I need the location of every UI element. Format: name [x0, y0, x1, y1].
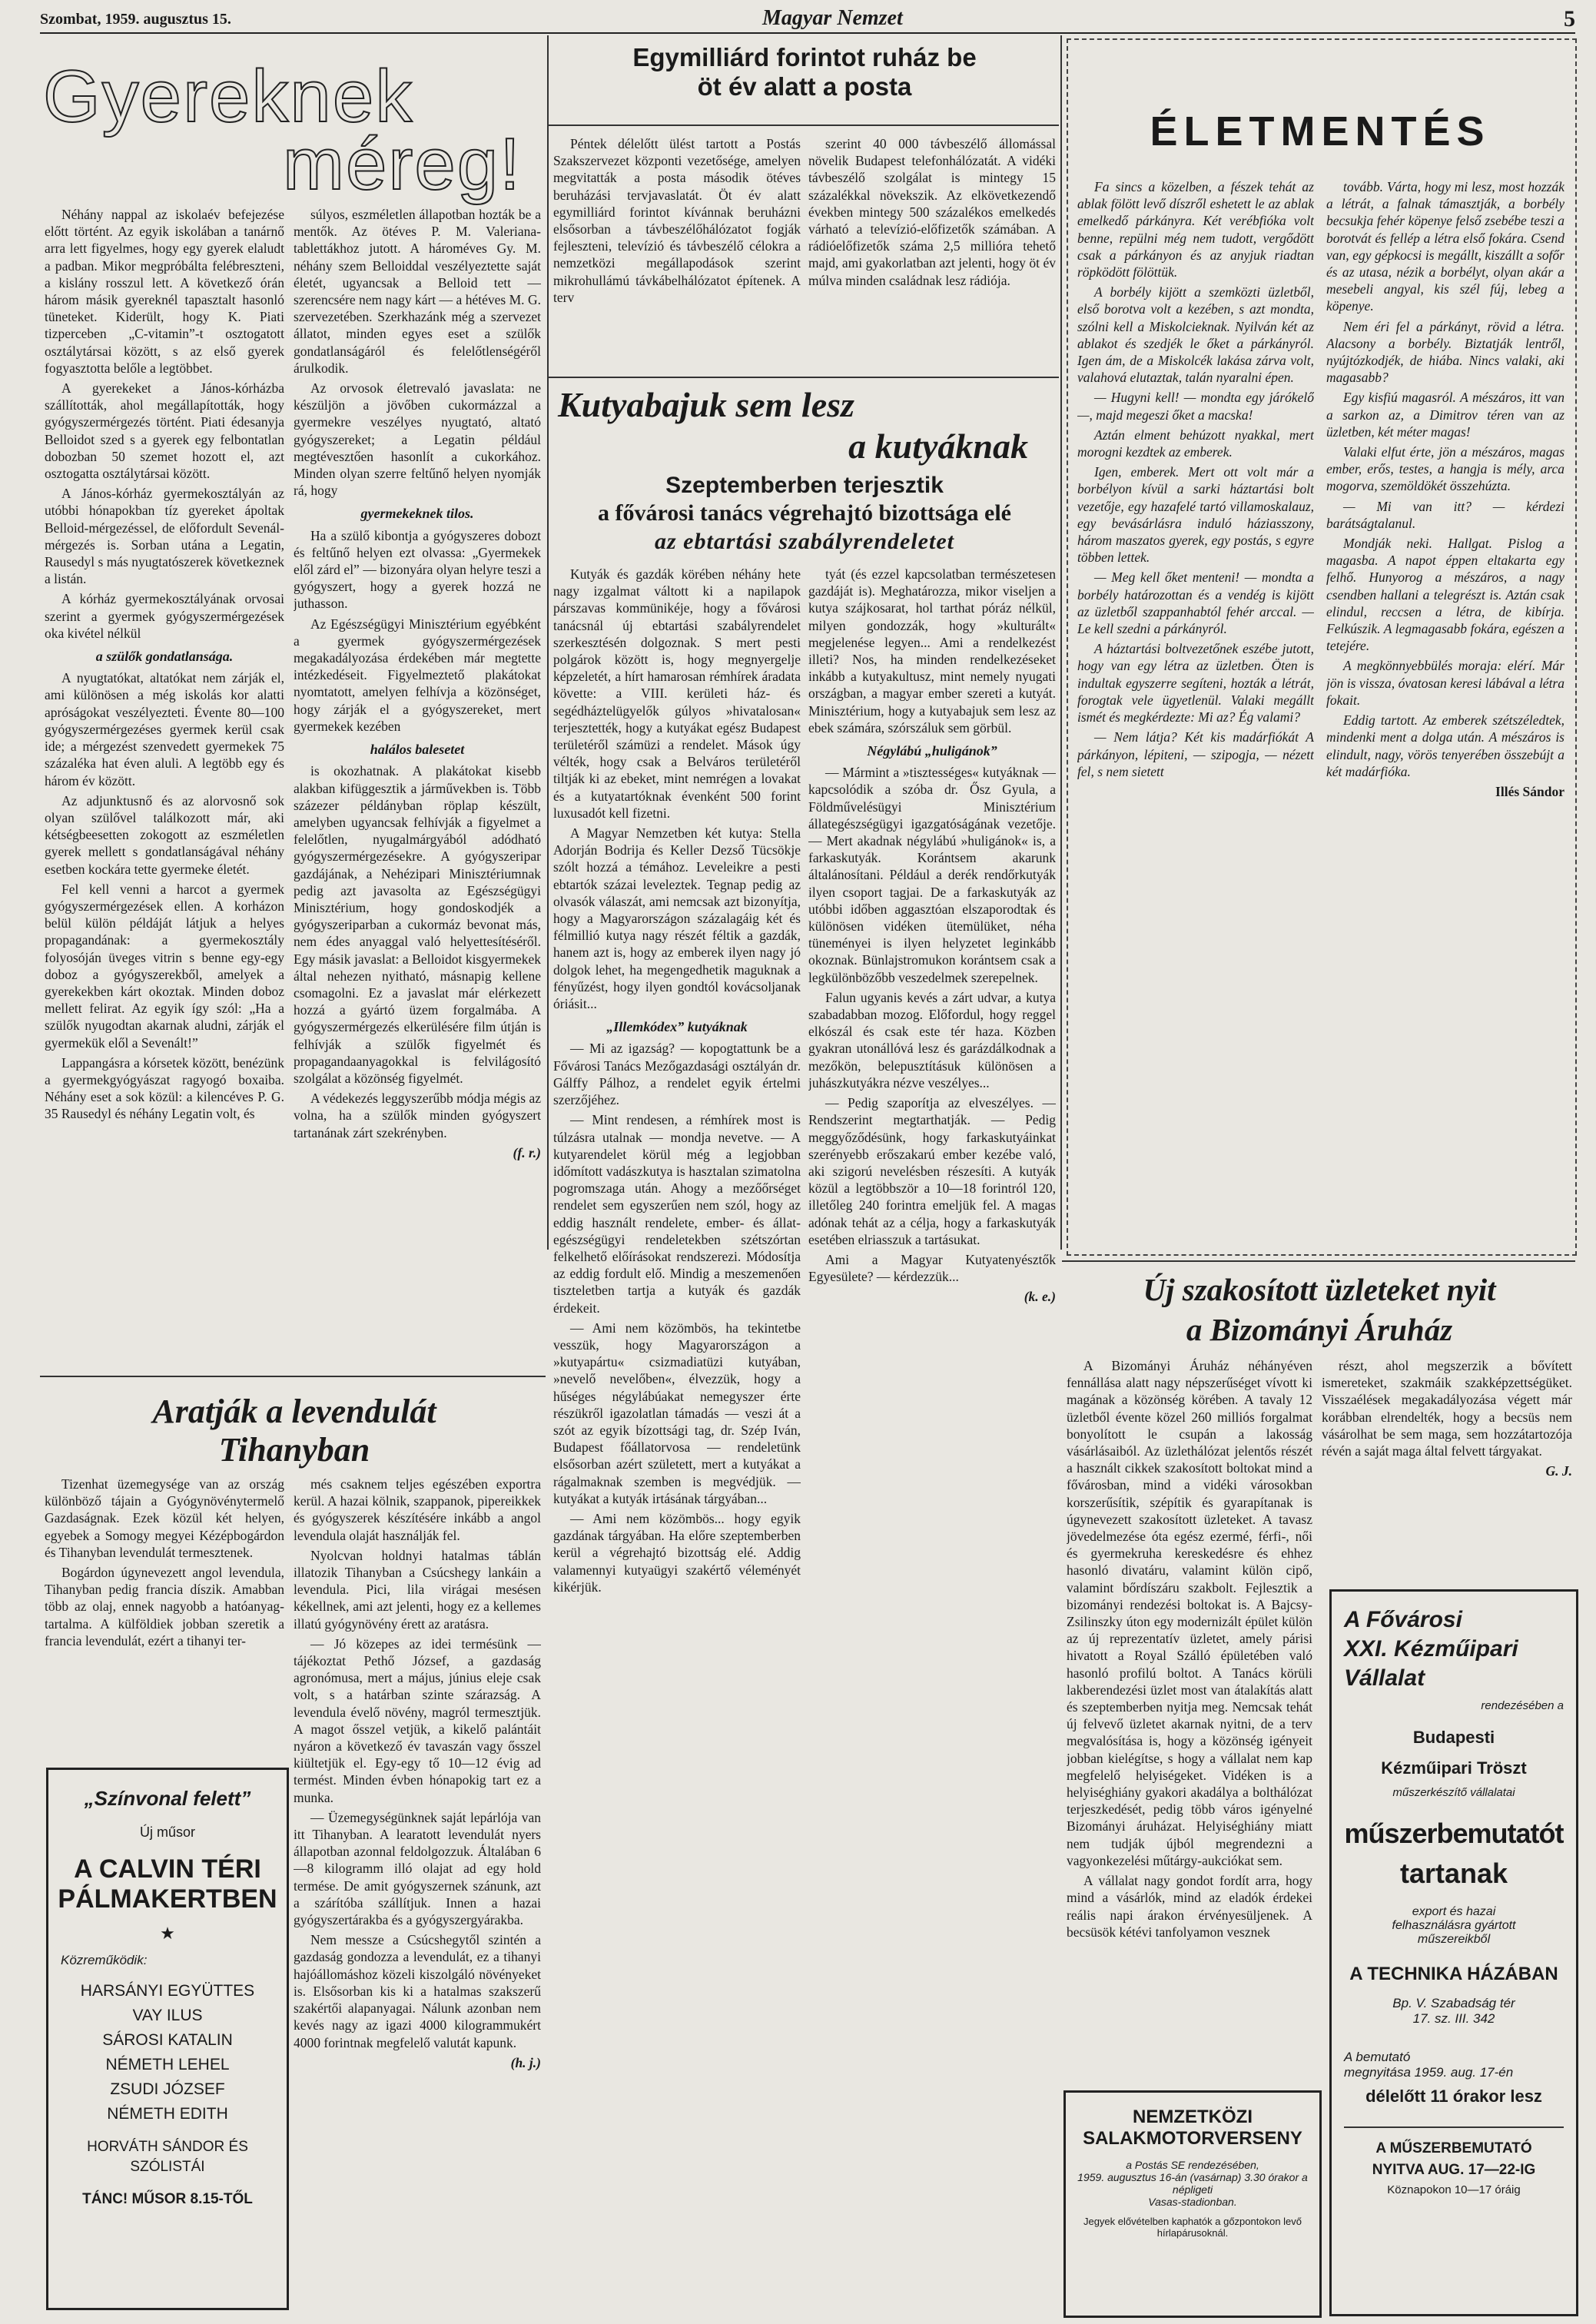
- paragraph: — Hugyni kell! — mondta egy járókelő —, majd megeszi őket a macska!: [1077, 390, 1314, 423]
- paragraph: A vállalat nagy gondot fordít arra, hogy mind a vásárlók, mind az eladók érdekei reális napi árakon érvényesüljenek. A becsüsök kétévi tanfolyamon vesznek: [1067, 1873, 1312, 1940]
- paragraph: — Ami nem közömbös, ha tekintetbe vesszük, hogy Magyarországon a »kutyapártu« csizmadiatüzi kutyában, »nevelő nevelőben«, élvezzük, hogy a hűséges négylábúakat nemegyszer érte részükről igazolatlan támadás — veszi át a szót az egyik bízottsági tag, dr. Szép Iván, Budapest főállatorvosa — rendeletünk elsősorban azért született, mert a kutyákat a rágalmaknak szemben is megvédjük. — kutyákat a kutyák irtásának tárgyában...: [553, 1320, 801, 1506]
- paragraph: A Bizományi Áruház néhányéven fennállása alatt nagy népszerűséget vívott ki magának a közönség körében. A tavaly 12 üzletből évente közel 260 milliós forgalmat bonyolított le csupán a lakosság vásárlásaiból. Az üzlethálózat jelentős részét a használt cikkek szakosított boltokat mind a fővárosban, mind a vidéki városokban korszerűsítik, szépítik és gyarapítanak is úgynevezett szakosított üzleteket. A tavasz jövedelmezése óta egész ezermé, férfi-, női és gyermekruha kereskedésre és ehhez hasonló divatáru, valamint külön cipő, valamint bőrdíszáru szakbolt. Fejlesztik a bizományi rendezési boltokat is. A Bajcsy-Zsilinszky úton egy modernizált épület külön az új reprezentatív üzletet, amely párisi hivatott a Royal Szálló épületében való hasonló profilú boltot. A Tanács körüli lakberendezési üzlet most van átalakítás alatt és szeptemberben nyitja meg. Nemcsak tehát új felvevő üzletet akarnak nyitni, de a terv megvalósítása is, hogy a közönség igényeit jobban kielégítse, s hogy a vállalat nem kap megfelelő helyiségeket. Vidéken is a helyiséghiány gyakori akadálya a bolthálózat terjeszkedését, pedig több város igényelné Bizományi áruházat. Helyiséghiány miatt nem tudják újból megrendezni a vagyonkezelési műtárgy-aukciókat sem.: [1067, 1358, 1312, 1868]
- section-rule: [549, 377, 1059, 378]
- ad-line: A MŰSZERBEMUTATÓ: [1375, 2140, 1532, 2156]
- ad-line: A TECHNIKA HÁZÁBAN: [1349, 1964, 1558, 1984]
- page-number: 5: [1564, 6, 1575, 32]
- ad-cast-label: Közreműködik:: [61, 1953, 148, 1967]
- ad-cast-member: HARSÁNYI EGYÜTTES: [80, 1982, 255, 2000]
- ad-line: műszerbemutatót: [1344, 1818, 1564, 1849]
- ad-cast-member: SÁROSI KATALIN: [102, 2031, 233, 2049]
- eletmentes-column-2: [1326, 178, 1564, 1247]
- paragraph: Nem éri fel a párkányt, rövid a létra. Alacsony a borbély. Biztatják lentről, nyújtózkodjék, de hiába. Nincs valaki, aki magasabb?: [1326, 318, 1564, 386]
- section-rule: [40, 1376, 546, 1377]
- headline-line-2: a Bizományi Áruház: [1186, 1312, 1453, 1347]
- paragraph: Valaki elfut érte, jön a mészáros, magas ember, erős, testes, a hangja is mély, arca mogorva, szemöldökét összehúzta.: [1326, 444, 1564, 494]
- paragraph: A háztartási boltvezetőnek eszébe jutott, hogy van egy létra az üzletben. Öten is indultak egyszerre segíteni, hozták a létrát, forogtak vele ügyetlenül. Valaki megállt ismét és megkérdezte: Mi az? Ég valami?: [1077, 641, 1314, 725]
- ad-kezmuipari-vallalat: [1329, 1589, 1578, 2316]
- ad-line: megnyitása 1959. aug. 17-én: [1344, 2065, 1514, 2080]
- paragraph: — Nem látja? Két kis madárfiókát A párkányon, lépiteni, — szipogja, — nézett fel, s nem sietett: [1077, 729, 1314, 779]
- eletmentes-headline: ÉLETMENTÉS: [1150, 108, 1491, 154]
- ad-line: A bemutató: [1344, 2050, 1411, 2064]
- deck-line-2: a fővárosi tanács végrehajtó bizottsága elé: [598, 500, 1011, 526]
- ad-line: A Fővárosi: [1344, 1607, 1462, 1632]
- headline-line-2: Tihanyban: [218, 1431, 370, 1469]
- ad-cast-member: HORVÁTH SÁNDOR ÉS SZÓLISTÁI: [87, 2139, 248, 2175]
- deck-line-1: Szeptemberben terjesztik: [665, 473, 944, 498]
- paragraph: Az orvosok életrevaló javaslata: ne készüljön a jövőben cukormázzal a gyermekre veszélyes nyugtató, altató gyógyszereket; a Legatin például megtévesztően hasonlít a cukorkához. Minden olyan szerre feltűnő helyen nyomják rá, hogy: [294, 380, 541, 499]
- paragraph: Tizenhat üzemegysége van az ország különböző tájain a Gyógynövénytermelő Gazdaságnak. Ezek közül két helyen, egyebek a Somogy megyei Kézépbogárdon és Tihanyban levendulát termesztenek.: [45, 1476, 284, 1560]
- paragraph: — Mi az igazság? — kopogtattunk be a Fővárosi Tanács Mezőgazdasági osztályán dr. Gálffy Pálhoz, a rendelet egyik értelmi szerzőjéhez.: [553, 1041, 801, 1108]
- ad-line: délelőtt 11 órakor lesz: [1365, 2087, 1542, 2106]
- paragraph: A János-kórház gyermekosztályán az utóbbi hónapokban tíz gyereket ápoltak Belloid-mérgezéssel, de előfordult Sevenál-mérgezés is. Sorban utána a Legatin, Rausedyl s más nyugtatószerek következnek a listán.: [45, 486, 284, 587]
- gyereknek-column-2: [294, 206, 541, 1359]
- issue-date: Szombat, 1959. augusztus 15.: [40, 11, 231, 28]
- ad-footer: TÁNC! MŰSOR 8.15-TŐL: [82, 2191, 253, 2207]
- headline-line-1: Kutyabajuk sem lesz: [558, 385, 854, 424]
- ad-text: a Postás SE rendezésében,: [1126, 2159, 1259, 2171]
- paragraph: Igen, emberek. Mert ott volt már a borbélyon kívül a sarki háztartási bolt vezetője, egy hazafelé tartó villamoskalauz, egy bevásárlásra induló háziasszony, három maszatos gyerek, egy postás, s egyre többen lettek.: [1077, 464, 1314, 566]
- paragraph: tyát (és ezzel kapcsolatban természetesen gazdáját is). Meghatározza, mikor viseljen a kutya szájkosarat, hol tarthat póráz nélkül, milyen gondozzák, hogy »kulturált« megjelenése legyen... Ami a rendelkezést illeti? Nos, ha minden rendelkezéseket inkább a kutyakultusz, mint nemely nyugati országban, a magyar ember szereti a kutyát. Minisztérium, hogy a kutyabajuk sem lesz az ebek számára, szórszáluk sem görbül.: [808, 566, 1056, 735]
- paragraph: — Mint rendesen, a rémhírek most is túlzásra utalnak — mondja nevetve. — A kutyarendelet körül még a legjobban időmított vadászkutya is hasztalan szimatolna pogromszaga után. Ahogy a mezőőrséget rendelet sem egyszerűen nem szól, hogy az eddig használt rendelete, ember- és állat-egészségügyi rendeletekben szétszórtan felkelhető előírásokat rendszerezi. Módosítja az eddig fordult elő. Mindig a meszemenően tiszteletben tartja a kutyák és gazdák érdekeit.: [553, 1112, 801, 1316]
- ad-program: Új műsor: [139, 1824, 195, 1840]
- gyereknek-column-1: [45, 206, 284, 1343]
- bizomanyi-headline: [1063, 1270, 1575, 1350]
- paragraph: szerint 40 000 távbeszélő állomással növelik Budapest telefonhálózatát. A vidéki távbeszélő szolgálat is mintegy 15 százalékkal növekszik. Az elkövetkezendő években mintegy 500 százalékos emelkedés várható a televízió-előfizetők számában. A rádióelőfizetők száma 2,5 millióra tehető majd, ami gyakorlatban azt jelenti, hogy öt év múlva minden családnak lesz rádiója.: [808, 136, 1056, 288]
- signature: (h. j.): [510, 2054, 541, 2070]
- section-rule: [1062, 1260, 1575, 1262]
- headline-part-2: méreg!: [283, 123, 522, 205]
- paragraph: Nyolcvan holdnyi hatalmas táblán illatozik Tihanyban a Csúcshegy lankáin a levendula. Pici, lila virágai mesésen kékellnek, ami azt jelenti, hogy ez a kellemes illatú gyógynövény érett az aratásra.: [294, 1547, 541, 1632]
- headline-line-2: öt év alatt a posta: [697, 72, 912, 101]
- headline-part-1: Gyereknek: [43, 55, 414, 138]
- paragraph: Bogárdon úgynevezett angol levendula, Tihanyban pedig francia díszik. Amabban több az olaj, ennek nagyobb a hatóanyag-tartalma. A külföldiek jobban szeretik a francia levendulát, ezért a tihanyi ter-: [45, 1565, 284, 1648]
- ad-line: export és hazai: [1412, 1905, 1496, 1918]
- paragraph: — Ami nem közömbös... hogy egyik gazdának tárgyában. Ha előre szeptemberben kerül a végrehajtó bizottság elé. Addig valamennyi kutyaügyi szakértő véleményét kikérjük.: [553, 1510, 801, 1595]
- subheading: „Illemkódex” kutyáknak: [606, 1019, 748, 1035]
- paragraph: — Mi van itt? — kérdezi barátságtalanul.: [1326, 498, 1564, 531]
- ad-line: Vállalat: [1344, 1665, 1425, 1691]
- paragraph: A megkönnyebbülés moraja: elérí. Már jön is vissza, óvatosan keresi lábával a létra fokait.: [1326, 658, 1564, 708]
- headline-line-2: a kutyáknak: [848, 427, 1028, 466]
- egymilliard-headline: [550, 43, 1059, 101]
- ad-text: 1959. augusztus 16-án (vasárnap) 3.30 órakor a népligeti: [1077, 2171, 1308, 2196]
- paragraph: is okozhatnak. A plakátokat kisebb alakban kifüggesztik a járművekben is. Több százezer példányban röplap készült, amelyben ugyancsak felhívják a figyelmet a felelőtlen, nyugalmárgyából adódható gyógyszermérgezésekre. A gyógyszeripar gazdájának, a Nehézipari Minisztériumnak pedig azt javasolta az Egészségügyi Minisztérium, hogy gondoskodjék a gyógyszeriparban a cukormáz bevonat más, nem édes anyaggal való helyettesítéséről. Egy másik javaslat: a Belloidot kisgyermekek által nehezen nyitható, másnapig kellene csomagolni. Ez a javaslat már elérkezett hozzá a gyártó üzem forgalmába. A gyógyszermérgezés elkerülésére film útján is felhívják a szülők figyelmét és propagandaanyagokkal is felvilágosító szolgálat a közönség figyelmét.: [294, 763, 541, 1086]
- kutyabajuk-column-2: [808, 566, 1056, 2310]
- ad-line: rendezésében a: [1481, 1699, 1564, 1712]
- aratjak-column-2: [294, 1476, 541, 2313]
- ad-salakmotorverseny: [1063, 2090, 1322, 2318]
- aratjak-headline: [45, 1393, 544, 1469]
- ad-cast-member: NÉMETH LEHEL: [105, 2056, 230, 2073]
- paragraph: més csaknem teljes egészében exportra kerül. A hazai kölnik, szappanok, pipereikkek és gyógyszerek készítésére inkább a angol levendula olaját használják fel.: [294, 1476, 541, 1543]
- kutyabajuk-deck: [550, 472, 1059, 556]
- subheading: a szülők gondatlansága.: [95, 649, 234, 665]
- ad-title-line-2: SALAKMOTORVERSENY: [1083, 2128, 1302, 2149]
- paragraph: A kórház gyermekosztályának orvosai szerint a gyermek gyógyszermérgezések oka kivétel nélkül: [45, 591, 284, 641]
- eletmentes-column-1: [1077, 178, 1314, 1247]
- egymilliard-column-2: [808, 135, 1056, 366]
- page-header: [40, 6, 1575, 34]
- column-rule: [1060, 35, 1062, 1250]
- paragraph: A nyugtatókat, altatókat nem zárják el, ami különösen a még iskolás kor alatti apróságokat veszélyezteti. Évente 80—100 gyógyszermérgezéses gyermek kerül csak ide; a mérgezést szenvedett gyermekek 75 százaléka hat éven aluli. A legtöbb egy és három év között.: [45, 670, 284, 788]
- paragraph: súlyos, eszméletlen állapotban hozták be a mentők. Az ötéves P. M. Valeriana-tablettákhoz jutott. A hároméves Gy. M. néhány szem Belloiddal veszélyeztette saját életét, ugyancsak a Belloid tett — szerencsére nem nagy kárt — a hétéves M. G. szervezetében. Szerkhazánk még a szervezet állatot, minden egyes eset a szülők gondatlanságáról és felelőtlenségéről árulkodik.: [294, 207, 541, 376]
- gyereknek-headline: [43, 55, 543, 205]
- paragraph: Nem messze a Csúcshegytől szintén a gazdaság gondozza a levendulát, ez a tihanyi hajóállomáshoz közeli kiszolgáló növényeket is. Elsősorban kis ki a hatalmas szakszerű szakértői alapanyagai. Nálunk azonban nem kevés nagy az igazi 4000 kilogrammukért 4000 forintnak megfelelő valutát kapunk.: [294, 1932, 541, 2050]
- ad-line: XXI. Kézműipari: [1344, 1636, 1518, 1662]
- ad-line: műszerkészítő vállalatai: [1392, 1786, 1515, 1799]
- paragraph: Fel kell venni a harcot a gyermek gyógyszermérgezések ellen. A korházon belül külön példáját látjuk a helyes propagandának: a gyermekosztály folyosóján üveges vitrin s benne egy-egy doboz a gyógyszerekből, amelyek a gyerekekben kárt okoztak. Minden doboz mellett felirat. Az egyik így szól: „Ha a szülők nyugodtan akarnak aludni, zárják el gyermekük elől a Sevenált!”: [45, 881, 284, 1051]
- ad-line: 17. sz. III. 342: [1412, 2011, 1495, 2026]
- paragraph: Lappangásra a kórsetek között, benézünk a gyermekgyógyászat ragyogó boxaiba. Néhány eset a sok közül: a kilencéves P. G. 35 Rausedyl és néhány Legatin volt, és: [45, 1054, 284, 1122]
- paragraph: Ami a Magyar Kutyatenyésztők Egyesülete? — kérdezzük...: [808, 1251, 1056, 1285]
- ad-calvin-ter-palmakert: [46, 1768, 289, 2310]
- ad-line: felhasználásra gyártott: [1392, 1919, 1516, 1932]
- ad-cast-member: VAY ILUS: [132, 2007, 203, 2024]
- paragraph: Fa sincs a közelben, a fészek tehát az ablak fölött levő díszről eshetett le az ablak emelkedő párkányra. Két verébfióka volt benne, repülni még nem tudott, vergődött csak a párkányon és az anyjuk riadtan röpködött fölöttük.: [1077, 179, 1314, 281]
- paragraph: — Jó közepes az idei termésünk — tájékoztat Pethő József, a gazdaság agronómusa, mert a május, június eleje csak volt, s a határban szinte szárazság. A levendula évelő növény, magról termesztjük. A magot ősszel vetjük, a kikelő palántáit nyáron a következő év tavaszán vagy ősszel kiültetjük el. Egy-egy tő 10—12 évig ad termést. Minden évben hónapokig tart ez a munka.: [294, 1635, 541, 1805]
- paragraph: A gyerekeket a János-kórházba szállították, ahol megállapították, hogy gyógyszermérgezés történt. Piati édesanyja Belloidot szed s a gyerek egy felbontatlan dobozban 50 szemet hozott el, azt osztogatta osztálytársai között.: [45, 380, 284, 482]
- signature: (f. r.): [513, 1144, 541, 1160]
- paragraph: A Magyar Nemzetben két kutya: Stella Adorján Bodrija és Keller Dezső Tücsökje szólt hozzá a témához. Leveleikre a pesti ebtartók százai leveleztek. Tegnap pedig az olvasók válaszát, ami nemcsak azt bizonyítja, hogy a Magyarországon százalagáig két és félmillió kutya nagy részét féltik a gazdák, hanem azt is, hogy az emberek ilyen nagy jó dolgok lehet, ha megengedhetik maguknak a fényűzést, hogy ilyen gondtól kovácsoljanak óriásit...: [553, 825, 801, 1012]
- paragraph: Aztán elment behúzott nyakkal, mert morogni kezdtek az emberek.: [1077, 427, 1314, 460]
- ad-line: Kézműipari Tröszt: [1381, 1758, 1527, 1778]
- ad-line: műszereikből: [1417, 1933, 1491, 1946]
- paragraph: — Pedig szaporítja az elveszélyes. — Rendszerint megtarthatják. — Pedig meggyőződésünk, hogy farkaskutyáinkat szerényebb erőszakarú ember kezébe való, aki szigorú nevelésben részesíti. A kutyák közül a legtöbbször a 10—18 forintról 120, illetőleg 240 forintra emeljük fel. A magas adónak tehát az a célja, hogy a farkaskutyák esetében elriasszuk a tartásukat.: [808, 1095, 1056, 1247]
- ad-cast-member: ZSUDI JÓZSEF: [110, 2080, 225, 2098]
- paragraph: — Meg kell őket menteni! — mondta a borbély határozottan és a vendég is kijött az üzletből szappanhabtól fehér arccal. — Le kell szedni a párkányról.: [1077, 569, 1314, 637]
- headline-line-1: Aratják a levendulát: [152, 1393, 436, 1430]
- paragraph: Eddig tartott. Az emberek szétszéledtek, mindenki ment a dolga után. A mészáros is elindult, nagy, vörös tenyerében összebújt a két madárfióka.: [1326, 712, 1564, 779]
- bizomanyi-column-2: [1322, 1357, 1572, 1588]
- signature: Illés Sándor: [1495, 783, 1564, 799]
- paragraph: Az Egészségügyi Minisztérium egyébként a gyermek gyógyszermérgezések megakadályozása érdekében már megtette intézkedéseit. Figyelmeztető plakátokat nyomtatott, amelyen felhívja a közönséget, hogy zárják el a gyógyszereket, mert gyermekek kezében: [294, 616, 541, 734]
- deck-line-3: az ebtartási szabályrendeletet: [655, 529, 954, 554]
- ad-title-line-1: NEMZETKÖZI: [1133, 2107, 1253, 2127]
- paragraph: — Üzemegységünknek saját lepárlója van itt Tihanyban. A learatott levendulát nyers állapotban azonnal feldolgozzuk. Általában 6—8 kilogramm illó olajat ad egy hold termése. De amit gyógyszernek szánunk, azt a szárítóba szállítjuk. Innen a hazai gyógyszertárakba és a gyógyszergyárakba.: [294, 1809, 541, 1928]
- paragraph: tovább. Várta, hogy mi lesz, most hozzák a létrát, a falnak támasztják, a borbély becsukja fehér köpenye felső zsebébe teszi a borotvát és fellép a létra első fokára. Csend van, egy gépkocsi is megállt, kiszállt a sofőr és az utasa, nézik a borbélyt, olyan akár a mesebeli angyal, kis szél fúj, lebeg a köpenye.: [1326, 179, 1564, 314]
- ad-line: NYITVA AUG. 17—22-IG: [1372, 2162, 1536, 2178]
- kutyabajuk-column-1: [553, 566, 801, 2310]
- subheading: halálos balesetet: [370, 742, 465, 758]
- signature: (k. e.): [1024, 1289, 1056, 1305]
- paragraph: Falun ugyanis kevés a zárt udvar, a kutya szabadabban mozog. Előfordul, hogy reggel elkószál és csak este tér haza. Közben gyakran utonállóvá lesz és garázdálkodnak a mezőkön, belepusztításuk különösen a juhászkutyákra nézve veszélyes...: [808, 989, 1056, 1091]
- column-rule: [547, 35, 549, 1250]
- paragraph: Az adjunktusnő és az alorvosnő sok olyan szülővel találkozott már, aki kétségbeesetten zokogott az eszméletlen gyerek mellett s gondatlanságával néhány esetben kockára tette gyermeke életét.: [45, 792, 284, 877]
- headline-line-1: Új szakosított üzleteket nyit: [1143, 1272, 1496, 1307]
- ad-venue-line-1: A CALVIN TÉRI: [74, 1854, 261, 1884]
- paragraph: — Mármint a »tisztességes« kutyáknak — kapcsolódik a szóba dr. Ősz Gyula, a Földművelésügyi Minisztérium állategészségügyi igazgatóságának vezetője. — Mert akadnak négylábú »huligánok« is, a farkaskutyák. Korántsem akarunk általánosítani. Például a derék rendőrkutyák ilyen csoport tagjai. De a farkaskutyák az utóbbi időben aggasztóan elszaporodtak és különösen vidéken ütemülüket, néha tüneményei is ilyen helyzetet leginkább okoznak. Bünlajstromukon korántsem csak a legkülönbözőbb veszedelmek szerepelnek.: [808, 765, 1056, 985]
- paragraph: Ha a szülő kibontja a gyógyszeres dobozt és feltűnő helyen ezt olvassa: „Gyermekek elől zárd el” — bizonyára olyan helyre teszi a gyógyszert, hogy a gyerek hozzá ne juthasson.: [294, 527, 541, 612]
- star-icon: ★: [160, 1924, 175, 1943]
- ad-line: Bp. V. Szabadság tér: [1392, 1996, 1515, 2010]
- ad-text: Jegyek elővételben kaphatók a gőzpontokon levő hírlapárusoknál.: [1083, 2216, 1302, 2239]
- masthead: Magyar Nemzet: [762, 6, 903, 30]
- ad-cast-member: NÉMETH EDITH: [107, 2105, 228, 2123]
- paragraph: Néhány nappal az iskolaév befejezése előtt történt. Az egyik iskolában a tanárnő arra lett figyelmes, hogy egy gyerek elaludt a padban. Mikor megpróbálta felébreszteni, a kislány rosszul lett. A következő órán három másik gyereknél tapasztalt hasonló tüneteket. Kiderült, hogy K. Piati tizperceben „C-vitamin”-t osztogatott osztálytársai között, s az első gyerek fogyasztotta belőle a legtöbbet.: [45, 207, 284, 376]
- paragraph: részt, ahol megszerzik a bővített ismereteket, szakmáik szakképzettségüket. Visszaélések megakadályozása végett már korábban elrendelték, hogy a becsüs nem vásárolhat be sem maga, sem hozzátartozója révén a saját maga által felvett tárgyakat.: [1322, 1358, 1572, 1459]
- paragraph: Egy kisfiú magasról. A mészáros, itt van a sarkon az, a Dimitrov téren van az üzletben, két méter magas!: [1326, 390, 1564, 440]
- section-rule: [549, 124, 1059, 126]
- aratjak-column-1: [45, 1476, 284, 1768]
- subheading: Négylábú „huligánok”: [867, 743, 997, 759]
- ad-line: Budapesti: [1412, 1728, 1495, 1747]
- paragraph: Péntek délelőtt ülést tartott a Postás Szakszervezet központi vezetősége, amelyen megvitatták a posta második ötéves beruházási tervjavaslatát. Öt év alatt egymilliárd forintot kívánnak beruházni elsősorban a távbeszélőhálózatot fogják fejleszteni, televízió és távbeszélő célokra a nemzetközi megállapodások szerint mikrohullámú távkábelhálózatot építenek. A terv: [553, 136, 801, 305]
- ad-line: tartanak: [1399, 1858, 1508, 1889]
- egymilliard-column-1: [553, 135, 801, 366]
- paragraph: A védekezés leggyszerűbb módja mégis az volna, ha a szülők minden gyógyszert tartanának zárt szekrényben.: [294, 1091, 541, 1140]
- signature: G. J.: [1545, 1463, 1572, 1479]
- subheading: gyermekeknek tilos.: [360, 506, 474, 522]
- paragraph: A borbély kijött a szemközti üzletből, első borotva volt a kezében, s azt mondta, szólni kell a Miskolcieknak. Nyilván két az ablakot és szedjék le őket a párkányról. Igen ám, de a Miskolcék lakása zárva volt, valahová elutaztak, talán nyaralni épen.: [1077, 284, 1314, 386]
- ad-venue-line-2: PÁLMAKERTBEN: [58, 1884, 277, 1914]
- ad-text: Vasas-stadionban.: [1148, 2196, 1237, 2208]
- ad-line: Köznapokon 10—17 óráig: [1387, 2183, 1521, 2196]
- paragraph: Kutyák és gazdák körében néhány hete nagy izgalmat váltott ki a napilapok párszavas kommünikéje, hogy a fővárosi tanácsnál új ebtartási szabályrendelet szerkesztésén dolgoznak. S mert pesti polgárok között is, hogy megnyergelje képzeletét, a hírt hamarosan rémhírek áradata követte: a VIII. kerületi ház- és segédháztelügyelők gúlyos »hivatalosan« terjesztették, hogy a kutyákat egész Budapest területéről számüzi a rendelet. Mások úgy vélték, hogy csak a Belváros területéről tiltják ki az ebeket, mint nemrégen a lovakat és a kutyatartóknak évenként 500 forint luxusadót kell fizetni.: [553, 566, 801, 821]
- kutyabajuk-headline: [550, 384, 1059, 467]
- headline-line-1: Egymilliárd forintot ruház be: [632, 43, 977, 71]
- ad-tagline: „Színvonal felett”: [84, 1787, 251, 1810]
- paragraph: Mondják neki. Hallgat. Pislog a magasba. A napot éppen eltakarta egy felhő. Hunyorog a mészáros, a nagy csendben hallani a telegrészt is. Aztán csak elindul, reccsen a létra, de kibírja. Felkúszik. A legmagasabb fokára, egészen a tetejére.: [1326, 536, 1564, 654]
